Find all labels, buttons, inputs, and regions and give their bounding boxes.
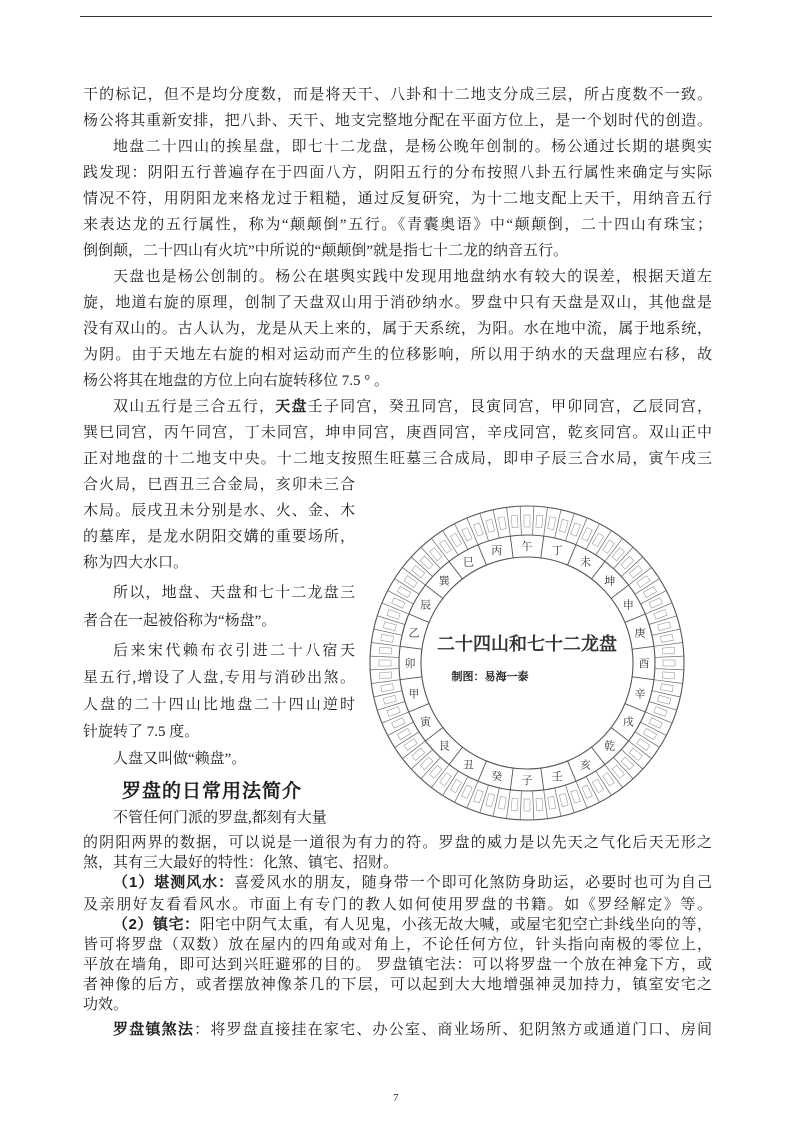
dragon-divider [377,701,405,710]
line-text: 合火局，巳酉丑三合金局，亥卯未三合 [83,477,355,493]
dragon-divider [586,524,599,550]
dragon-divider [377,616,405,625]
mountain-label: 辰 [420,599,432,612]
dragon-cell-mark [660,684,673,692]
bold-term: 罗盘镇煞法 [113,1021,195,1038]
mountain-label: 巽 [438,575,450,588]
dragon-cell-mark [654,610,667,620]
bold-term: （1）堪测风水： [113,874,235,891]
dragon-divider [641,591,667,604]
middle-ring [399,535,655,791]
dragon-divider [382,712,409,723]
line-text: 杨公将其重新安排，把八卦、天干、地支完整地分配在平面方位上，是一个划时代的创造。 [83,113,712,129]
dragon-divider [555,788,561,816]
dragon-cell-mark [524,799,530,811]
line-text: 皆可将罗盘（双数）放在屋内的四角或对角上，不论任何方位，针头指向南极的零位上， [83,937,712,953]
mountain-label: 寅 [420,716,432,729]
line-text: 为阴。由于天地左右旋的相对运动而产生的位移影响，所以用于纳水的天盘理应右移，故 [83,347,712,363]
dragon-divider [455,524,468,550]
dragon-cell-mark [511,515,518,527]
line-text: 煞，其有三大最好的特性：化煞、镇宅、招财。 [83,855,399,871]
dragon-divider [565,785,574,813]
line-text: 双山五行是三合五行， [113,399,276,415]
mountain-label: 乾 [604,740,616,753]
mountain-divider [592,747,605,764]
outer-ring [370,506,684,820]
bold-term: （2）镇宅： [113,916,200,933]
line-text: 及亲朋好友看看风水。市面上有专门的教人如何使用罗盘的书籍。如《罗经解定》等。 [83,897,712,913]
line-text: 所以，地盘、天盘和七十二龙盘三 [113,585,355,601]
dragon-cell-mark [592,779,603,792]
dragon-cell-mark [524,515,530,527]
dragon-cell-mark [397,586,410,597]
mountain-label: 丙 [491,544,503,557]
line-text: ：将罗盘直接挂在家宅、办公室、商业场所、犯阴煞方或通道门口、房间 [194,1022,712,1038]
dragon-divider [652,691,680,697]
mountain-divider [449,747,462,764]
dragon-cell-mark [559,519,568,532]
inner-ring [421,557,633,772]
mountain-divider [541,768,544,790]
mountain-divider [400,646,422,649]
line-text: 旋，地道右旋的原理，创制了天盘双山用于消砂纳水。罗盘中只有天盘是双山，其他盘是 [83,295,712,311]
dragon-cell-mark [511,798,518,810]
mountain-divider [632,677,654,680]
dragon-divider [533,506,534,535]
dragon-cell-mark [387,707,400,717]
section-heading: 罗盘的日常用法简介 [122,781,303,802]
mountain-label: 癸 [491,771,503,784]
line-text: 践发现：阴阳五行普遍存在于四面八方，阴阳五行的分布按照八卦五行属性来确定与实际 [83,165,712,181]
mountain-divider [632,646,654,649]
diagram-title: 二十四山和七十二龙盘 [437,634,617,654]
line-text: 杨公将其在地盘的方位上向右旋转移位 7.5 ° 。 [83,373,390,389]
dragon-cell-mark [660,634,673,642]
mountain-label: 丁 [551,544,563,557]
dragon-divider [507,507,511,536]
mountain-label: 申 [622,599,634,612]
line-text: 正对地盘的十二地支中央。十二地支按照生旺墓三合成局，即申子辰三合水局，寅午戌三 [83,451,712,467]
dragon-cell-mark [474,790,484,803]
line-text: 没有双山的。古人认为，龙是从天上来的，属于天系统，为阳。水在地中流，属于地系统， [83,321,712,337]
dragon-cell-mark [379,647,391,654]
mountain-label: 辛 [634,688,646,701]
line-text: 喜爱风水的朋友，随身带一个即可化煞防身助运，必要时也可为自己 [234,875,713,891]
mountain-label: 午 [521,541,533,553]
line-text: 壬子同宫，癸丑同宫，艮寅同宫，甲卯同宫，乙辰同宫， [307,399,712,415]
dragon-cell-mark [474,523,484,536]
dragon-cell-mark [582,785,593,798]
mountain-divider [625,614,645,622]
dragon-divider [371,643,400,647]
dragon-divider [467,781,478,808]
compass-rings [370,506,684,820]
dragon-divider [655,669,684,670]
page-number: 7 [393,1092,399,1104]
dragon-divider [649,616,677,625]
mountain-divider [568,761,576,781]
dragon-cell-mark [663,660,675,666]
mountain-label: 子 [521,775,533,787]
line-text: 星五行,增设了人盘,专用与消砂出煞。 [83,670,355,686]
dragon-cell-mark [658,622,671,631]
dragon-cell-mark [548,796,556,809]
dragon-cell-mark [450,779,461,792]
mountain-label: 戌 [622,716,634,729]
dragon-divider [493,788,499,816]
mountain-divider [409,704,429,712]
dragon-cell-mark [536,515,543,527]
dragon-divider [382,603,409,614]
dragon-divider [480,513,489,541]
dragon-cell-mark [662,647,674,654]
mountain-labels [405,539,650,787]
dragon-divider [586,777,599,803]
mountain-divider [409,614,429,622]
dragon-divider [374,629,402,635]
dragon-divider [507,790,511,819]
dragon-divider [641,722,667,735]
dragon-cell-mark [462,785,473,798]
dragon-cell-mark [643,586,656,597]
dragon-divider [370,669,399,670]
mountain-label: 甲 [408,688,420,701]
line-text: 平放在墙角，即可达到兴旺避邪的目的。 罗盘镇宅法：可以将罗盘一个放在神龛下方，或 [83,957,712,973]
dragon-divider [652,629,680,635]
dragon-divider [520,791,521,820]
diagram-credit: 制图：易海一泰 [451,671,529,683]
dragon-cell-mark [450,533,461,546]
dragon-divider [645,712,672,723]
dragon-divider [576,781,587,808]
mountain-divider [478,761,486,781]
mountain-divider [400,677,422,680]
dragon-divider [467,518,478,545]
dragon-cell-mark [383,622,396,631]
dragon-divider [480,785,489,813]
dragon-divider [655,656,684,657]
mountain-label: 亥 [580,759,591,772]
line-text: 倒倒颠，二十四山有火坑”中所说的“颠颠倒”就是指七十二龙的纳音五行。 [83,243,568,259]
line-text: 阳宅中阴气太重，有人见鬼，小孩无故大喊，或屋宅犯空亡卦线坐向的等， [199,917,712,933]
line-text: 天盘也是杨公创制的。杨公在堪舆实践中发现用地盘纳水有较大的误差，根据天道左 [113,269,712,285]
dragon-divider [371,680,400,684]
dragon-divider [544,507,548,536]
mountain-divider [541,536,544,558]
mountain-divider [425,728,442,741]
line-text: 不管任何门派的罗盘,都刻有大量 [113,810,327,826]
dragon-cell-mark [498,517,506,530]
mountain-label: 壬 [551,771,563,784]
dragon-cell-mark [582,528,593,541]
dragon-cell-mark [649,598,662,609]
dragon-cell-mark [397,728,410,739]
line-text: 干的标记，但不是均分度数，而是将天干、八卦和十二地支分成三层，所占度数不一致。 [83,87,712,103]
dragon-divider [654,680,683,684]
dragon-divider [645,603,672,614]
line-text: 情况不符，用阴阳龙来格龙过于粗糙，通过反复研究，为十二地支配上天干，用纳音五行 [83,191,712,207]
mountain-label: 未 [580,556,591,569]
dragon-divider [654,643,683,647]
line-text: 木局。辰戌丑未分别是水、火、金、木 [83,503,355,519]
line-text: 后来宋代赖布衣引进二十八宿天 [113,643,355,659]
mountain-label: 庚 [634,627,646,640]
dragon-cell-mark [387,610,400,620]
dragon-divider [374,691,402,697]
dragon-cell-mark [571,790,581,803]
dragon-divider [520,506,521,535]
mountain-divider [611,728,628,741]
dragon-cell-mark [592,533,603,546]
line-text: 者合在一起被俗称为“杨盘”。 [83,613,277,629]
dragon-cell-mark [462,528,473,541]
mountain-divider [592,561,605,578]
dragon-divider [649,701,677,710]
mountain-label: 丑 [463,759,474,772]
line-text: 功效。 [83,997,129,1013]
dragon-divider [555,510,561,538]
line-text: 的阴阳两界的数据，可以说是一道很为有力的符。罗盘的威力是以先天之气化后天无形之 [83,835,712,851]
mountain-divider [625,704,645,712]
line-text: 人盘又叫做“赖盘”。 [113,751,247,767]
dragon-divider [388,591,414,604]
dragon-cell-mark [498,796,506,809]
dragon-cell-mark [662,672,674,679]
line-text: 来表达龙的五行属性，称为“颠颠倒”五行。《青囊奥语》中“颠颠倒，二十四山有珠宝； [83,217,712,233]
mountain-divider [568,545,576,565]
dragon-cell-mark [486,519,495,532]
dragon-divider [493,510,499,538]
dragon-cell-mark [379,672,391,679]
dragon-cell-mark [536,798,543,810]
dragon-cell-mark [379,660,391,666]
dragon-cell-mark [486,794,495,807]
dragon-cell-mark [643,728,656,739]
mountain-label: 卯 [404,658,416,670]
dragon-cell-mark [658,695,671,704]
bold-term: 天盘 [275,398,308,415]
line-text: 称为四大水口。 [83,555,189,571]
line-text: 针旋转了 7.5 度。 [83,724,200,740]
dragon-cell-mark [649,718,662,729]
mountain-divider [449,561,462,578]
dragon-cell-mark [381,634,394,642]
dragon-divider [565,513,574,541]
mountain-label: 坤 [604,575,616,588]
dragon-divider [533,791,534,820]
line-text: 地盘二十四山的挨星盘，即七十二龙盘，是杨公晚年创制的。杨公通过长期的堪舆实 [113,139,712,155]
dragon-divider [455,777,468,803]
mountain-label: 艮 [438,740,450,753]
dragon-cell-mark [559,794,568,807]
dragon-divider [370,656,399,657]
line-text: 人盘的二十四山比地盘二十四山逆时 [83,697,355,713]
dragon-cell-mark [392,718,405,729]
line-text: 巽巳同宫，丙午同宫，丁未同宫，坤申同宫，庚酉同宫，辛戌同宫，乾亥同宫。双山正中 [83,425,712,441]
mountain-divider [510,536,513,558]
dragon-cell-mark [548,517,556,530]
dragon-divider [388,722,414,735]
dragon-cell-mark [392,598,405,609]
dragon-cell-mark [381,684,394,692]
dragon-divider [576,518,587,545]
mountain-label: 乙 [408,627,420,640]
dragon-cell-mark [383,695,396,704]
mountain-label: 巳 [463,556,474,569]
line-text: 者神像的后方，或者摆放神像茶几的下层，可以起到大大地增强神灵加持力，镇室安宅之 [83,977,712,993]
line-text: 的墓库，是龙水阴阳交媾的重要场所， [83,529,355,545]
dragon-cell-mark [571,523,581,536]
dragon-divider [544,790,548,819]
mountain-label: 酉 [638,658,650,670]
mountain-divider [510,768,513,790]
dragon-cell-mark [654,707,667,717]
mountain-divider [478,545,486,565]
